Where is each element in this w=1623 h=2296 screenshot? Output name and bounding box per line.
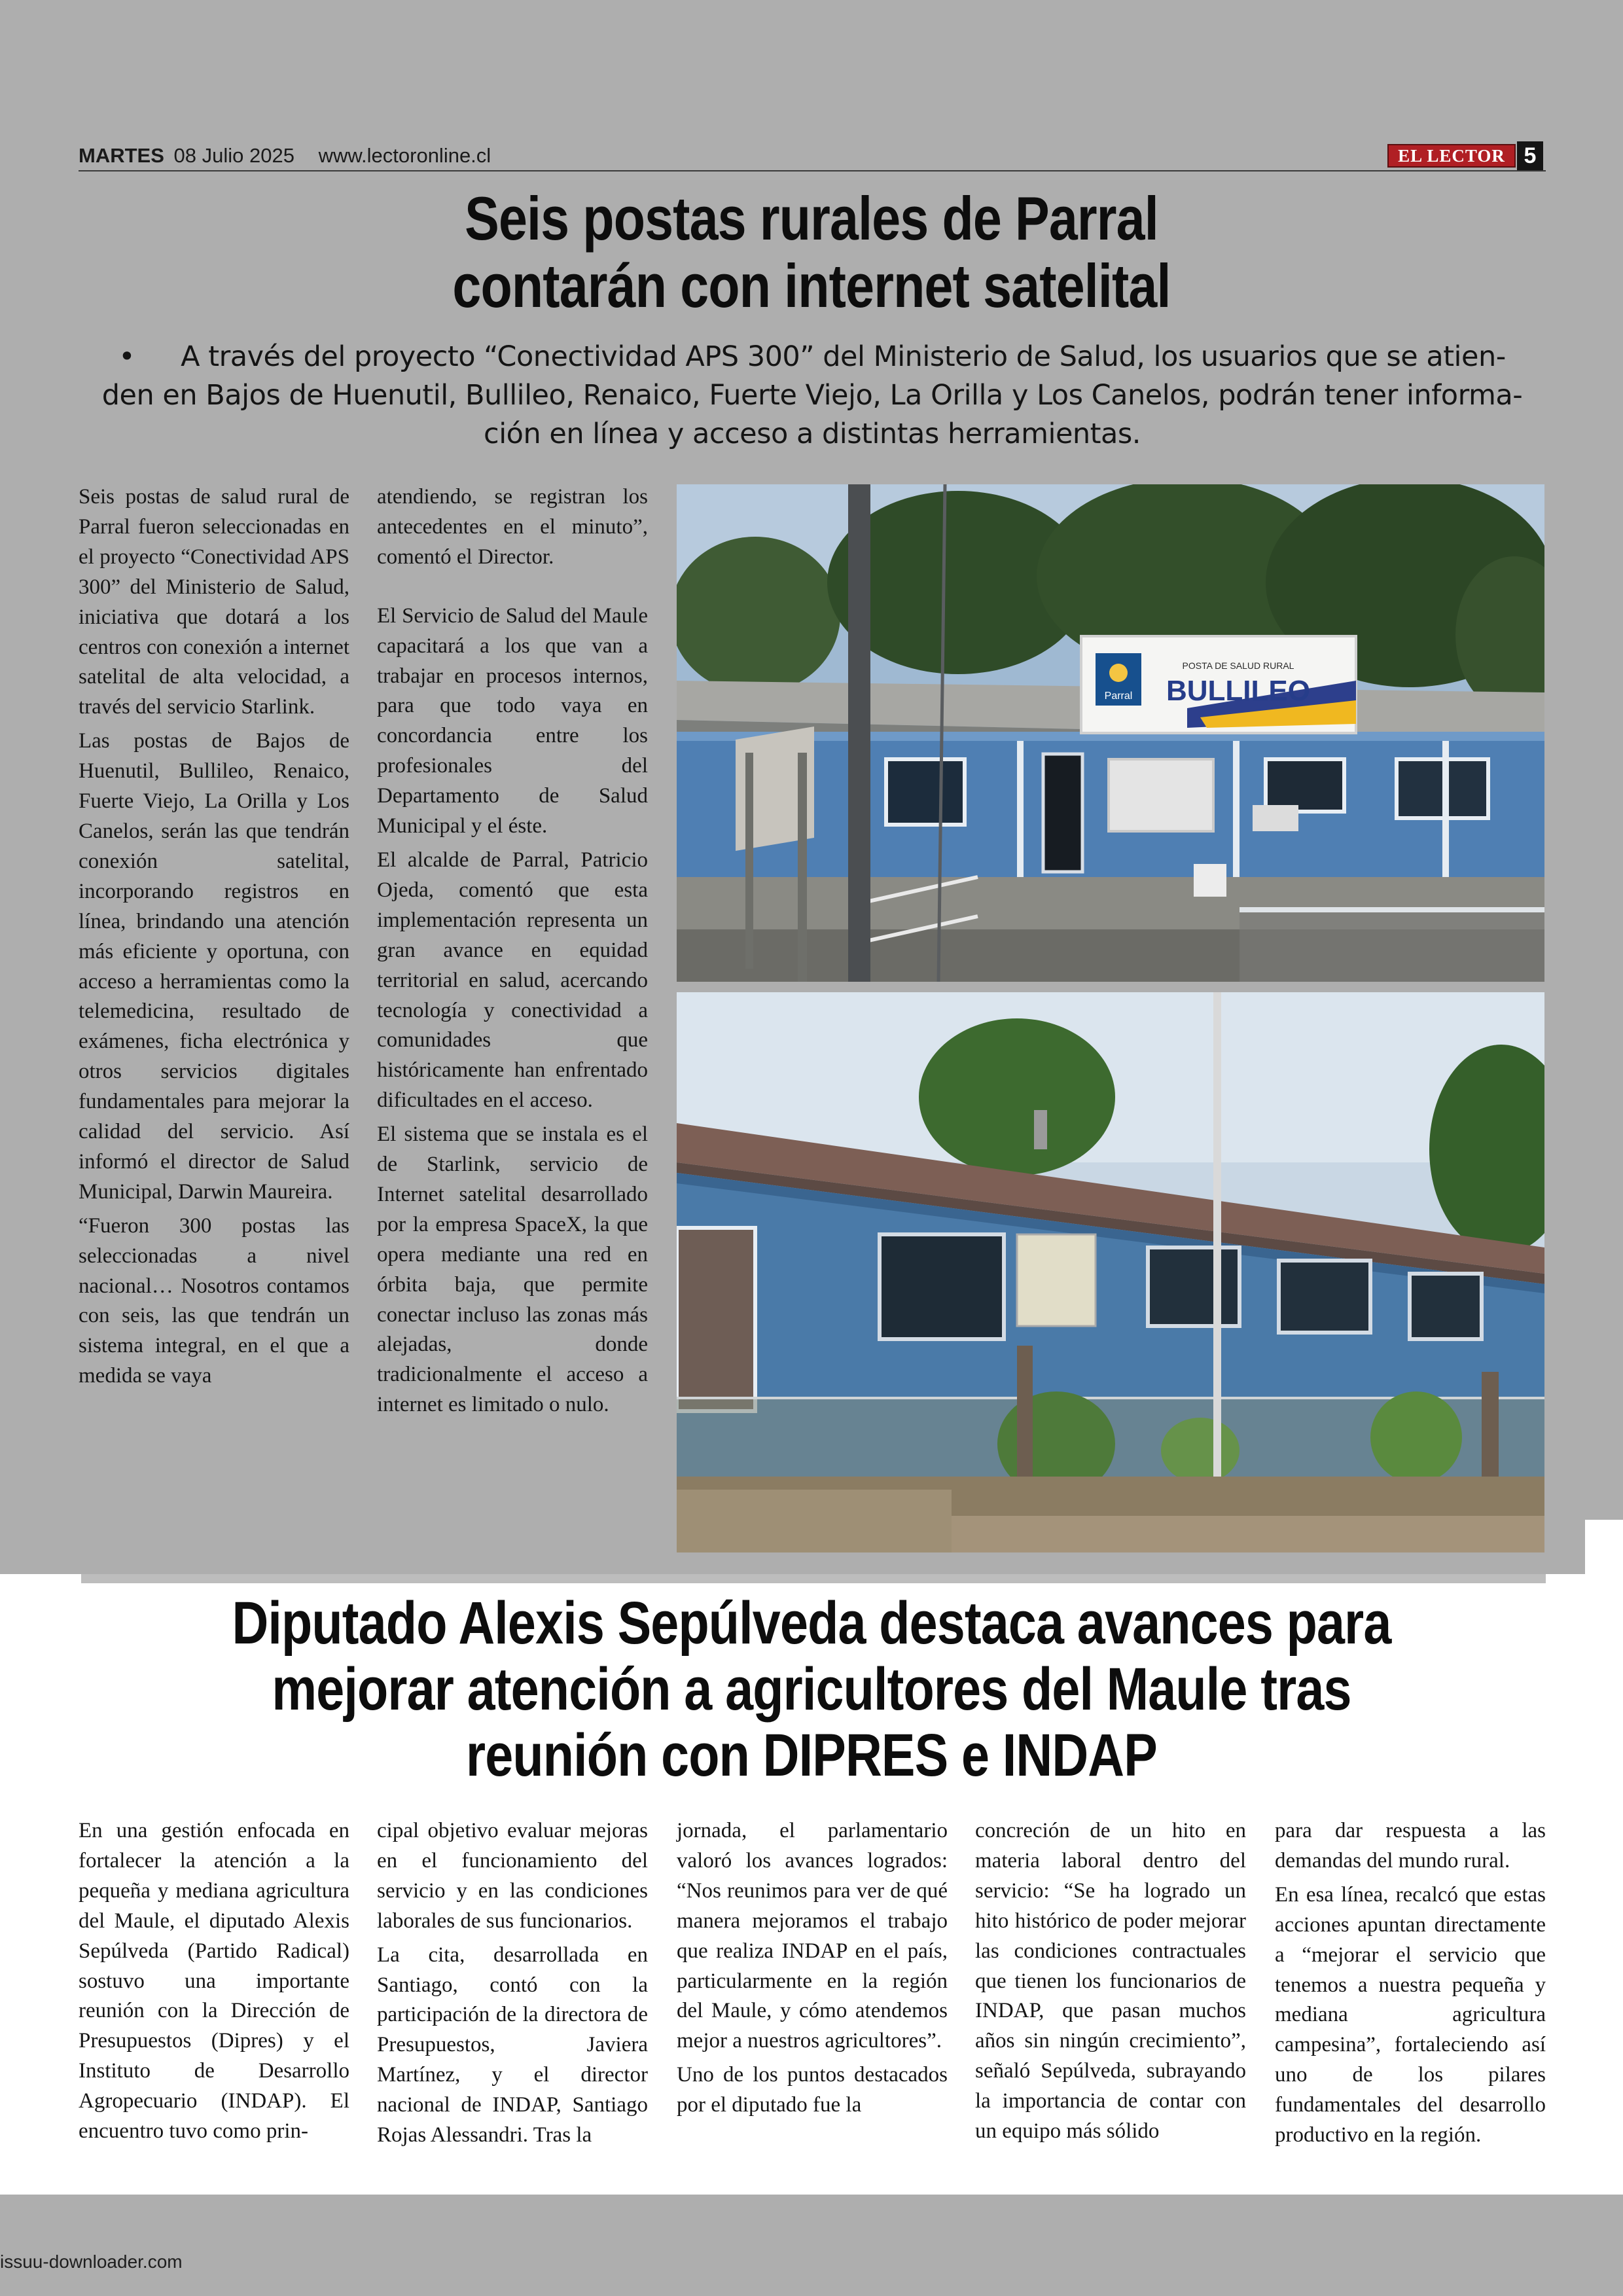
- paragraph: El sistema que se instala es el de Starlink, servicio de Internet satelital desarrollado por la empresa SpaceX, la que opera mediante una red en órbita baja, que permite conectar incluso las zonas más alejadas, donde tradicionalmente el acceso a internet es limitado o nulo.: [377, 1122, 648, 1417]
- article2-column-4: [975, 1816, 1246, 2151]
- headline-line: mejorar atención a agricultores del Maule tras: [272, 1656, 1351, 1723]
- article1-headline: [196, 185, 1427, 320]
- watermark-text: issuu-downloader.com: [0, 2251, 183, 2272]
- article1-summary: [79, 338, 1546, 454]
- paragraph: para dar respuesta a las demandas del mundo rural.: [1275, 1819, 1546, 1873]
- paragraph: Las postas de Bajos de Huenutil, Bullileo, Renaico, Fuerte Viejo, La Orilla y Los Canelos, serán las que tendrán conexión satelital, incorporando registros en línea, brindando una atención más eficiente y oportuna, con acceso a herramientas como la telemedicina, resultado de exámenes, ficha electrónica y otros servicios digitales fundamentales para mejorar la calidad del servicio. Así informó el director de Salud Municipal, Darwin Maureira.: [79, 729, 349, 1204]
- header-dateline: [79, 144, 491, 168]
- paragraph: Uno de los puntos destacados por el diputado fue la: [677, 2063, 948, 2117]
- headline-line: contarán con internet satelital: [452, 251, 1171, 321]
- paragraph: concreción de un hito en materia laboral dentro del servicio: “Se ha logrado un hito histórico de poder mejorar las condiciones contractuales que tienen los funcionarios de INDAP, que pasan muchos años sin ningún crecimiento”, señaló Sepúlveda, subrayando la importancia de contar con un equipo más sólido: [975, 1819, 1246, 2144]
- paragraph: “Fueron 300 postas las seleccionadas a nivel nacional… Nosotros contamos con seis, las que tendrán un sistema integral, en el que a medida se vaya: [79, 1213, 349, 1388]
- sign-name-text: BULLILEO: [1166, 675, 1310, 707]
- article2-headline: [85, 1590, 1538, 1789]
- headline-line: Diputado Alexis Sepúlveda destaca avances para: [232, 1590, 1391, 1657]
- panel-notch: [1585, 1520, 1623, 1579]
- paragraph: Seis postas de salud rural de Parral fueron seleccionadas en el proyecto “Conectividad APS 300” del Ministerio de Salud, iniciativa que dotará a los centros con conexión a internet satelital de alta velocidad, a través del servicio Starlink.: [79, 485, 349, 719]
- sign-badge-text: Parral: [1104, 691, 1133, 702]
- photo-posta-rural: [677, 992, 1544, 1552]
- headline-line: reunión con DIPRES e INDAP: [466, 1722, 1157, 1789]
- paragraph: En esa línea, recalcó que estas acciones apuntan directamente a “mejorar el servicio que tenemos a nuestra pequeña y mediana agricultura campesina”, fortaleciendo así uno de los pilares fundamentales del desarrollo productivo en la región.: [1275, 1882, 1546, 2147]
- header-date: 08 Julio 2025: [173, 144, 294, 167]
- headline-line: Seis postas rurales de Parral: [465, 184, 1158, 253]
- paragraph: La cita, desarrollada en Santiago, contó con la participación de la directora de Presupuestos, Javiera Martínez, y el director nacional de INDAP, Santiago Rojas Alessandri. Tras la: [377, 1943, 648, 2147]
- paragraph: atendiendo, se registran los antecedentes en el minuto”, comentó el Director.: [377, 485, 648, 569]
- article2-column-2: [377, 1816, 648, 2155]
- header-url[interactable]: www.lectoronline.cl: [318, 144, 491, 167]
- summary-text: A través del proyecto “Conectividad APS 300” del Ministerio de Salud, los usuarios que se atien-: [181, 340, 1506, 373]
- article2-column-1: [79, 1816, 349, 2151]
- article1-column-1: [79, 482, 349, 1395]
- article1-column-2: [377, 482, 648, 1424]
- paragraph: El Servicio de Salud del Maule capacitará a los que van a trabajar en procesos internos, para que todo vaya en concordancia entre los profesionales del Departamento de Salud Municipal y el éste.: [377, 603, 648, 838]
- summary-line: ción en línea y acceso a distintas herramientas.: [484, 418, 1141, 450]
- newspaper-logo: EL LECTOR: [1387, 144, 1516, 168]
- paragraph: jornada, el parlamentario valoró los avances logrados: “Nos reunimos para ver de qué manera mejoramos el trabajo que realiza INDAP en el país, particularmente en la región del Maule, y cómo atendemos mejor a nuestros agricultores”.: [677, 1819, 948, 2053]
- header-day: MARTES: [79, 144, 164, 167]
- photo-posta-bullileo: [677, 484, 1544, 982]
- page-header: [79, 141, 1546, 171]
- bullet-icon: •: [118, 340, 135, 373]
- summary-line: [79, 338, 1546, 376]
- header-rule: [79, 170, 1546, 171]
- sign-top-text: POSTA DE SALUD RURAL: [1182, 660, 1294, 671]
- article2-column-3: [677, 1816, 948, 2125]
- page-number: 5: [1517, 141, 1543, 170]
- summary-line: den en Bajos de Huenutil, Bullileo, Renaico, Fuerte Viejo, La Orilla y Los Canelos, podrán tener informa-: [101, 379, 1523, 412]
- section-divider: [81, 1574, 1546, 1583]
- article2-column-5: [1275, 1816, 1546, 2155]
- paragraph: En una gestión enfocada en fortalecer la atención a la pequeña y mediana agricultura del Maule, el diputado Alexis Sepúlveda (Partido Radical) sostuvo una importante reunión con la Dirección de Presupuestos (Dipres) y el Instituto de Desarrollo Agropecuario (INDAP). El encuentro tuvo como prin-: [79, 1819, 349, 2144]
- paragraph: cipal objetivo evaluar mejoras en el funcionamiento del servicio y en las condiciones laborales de sus funcionarios.: [377, 1819, 648, 1933]
- paragraph: El alcalde de Parral, Patricio Ojeda, comentó que esta implementación representa un gran avance en equidad territorial en salud, acercando tecnología y conectividad a comunidades que históricamente han enfrentado dificultades en el acceso.: [377, 848, 648, 1113]
